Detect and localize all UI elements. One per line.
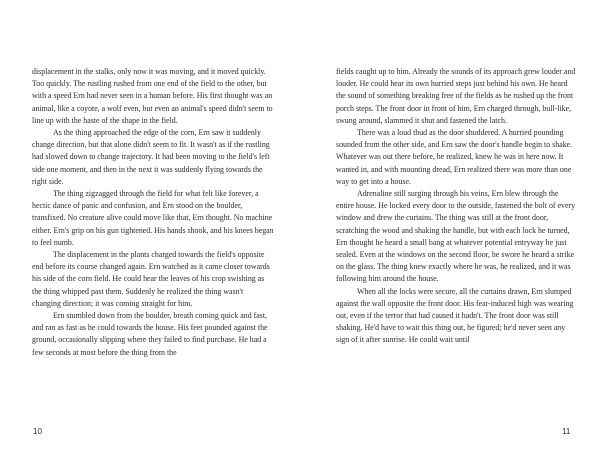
right-page-text [336, 66, 578, 347]
paragraph: There was a loud thud as the door shuddered. A hurried pounding sounded from the other side, and Ern saw the door's handle begin to shake. Whatever was out there before, he realized, knew he was in here now. It wanted in, and with mounting dread, Ern realized there was more than one way to get into a house. [336, 128, 573, 186]
paragraph: displacement in the stalks, only now it was moving, and it moved quickly. Too quickly. The rustling rushed from one end of the field to the other, but with a speed Ern had never seen in a human before. His first thought was an animal, like a coyote, a wolf even, but even an animal's speed didn't seem to line up with the haste of the shape in the field. [32, 67, 273, 125]
paragraph: The thing zigzagged through the field for what felt like forever, a hectic dance of panic and confusion, and Ern stood on the boulder, transfixed. No creature alive could move like that, Ern thought. No machine either. Ern's grip on his gun tightened. His hands shook, and his knees began to feel numb. [32, 189, 274, 247]
paragraph: When all the locks were secure, all the curtains drawn, Ern slumped against the wall opposite the front door. His fear-induced high was wearing out, even if the terror that had caused it hadn't. The front door was still shaking. He'd have to wait this thing out, he figured; he'd never seen any sign of it after sunrise. He could wait until [336, 286, 574, 345]
paragraph: The displacement in the plants charged towards the field's opposite end before its course changed again. Ern watched as it came closer towards his side of the corn field. He could hear the leaves of his crop swishing as the thing whipped past them. Suddenly he realized the thing wasn't changing direction; it was coming straight for him. [32, 250, 270, 308]
right-page-number: 11 [562, 427, 571, 436]
left-page-number: 10 [33, 427, 42, 436]
paragraph: Ern stumbled down from the boulder, breath coming quick and fast, and ran as fast as he could towards the house. His feet pounded against the ground, occasionally slipping where they failed to find purchase. He had a few seconds at most before the thing from the [32, 311, 268, 357]
paragraph: As the thing approached the edge of the corn, Ern saw it suddenly change direction, but that alone didn't seem to fit. It wasn't as if the rustling had slowed down to change trajectory. It had been moving to the field's left side one moment, and then in the next it was suddenly flying towards the right side. [32, 128, 270, 186]
paragraph: Adrenaline still surging through his veins, Ern blew through the entire house. He locked every door to the outside, fastened the bolt of every window and drew the curtains. The thing was still at the front door, scratching the wood and shaking the handle, but with each lock he turned, Ern thought he heard a small bang at whatever potential entryway he just sealed. Even at the windows on the second floor, he swore he heard a strike on the glass. The thing knew exactly where he was, he realized, and it was following him around the house. [336, 189, 576, 284]
left-page-text [32, 66, 274, 359]
paragraph: fields caught up to him. Already the sounds of its approach grew louder and louder. He could hear its own hurried steps just behind his own. He heard the sound of something breaking free of the fields as he rushed up the front porch steps. The front door in front of him, Ern charged through, bull-like, swung around, slammed it shut and fastened the latch. [336, 67, 576, 125]
